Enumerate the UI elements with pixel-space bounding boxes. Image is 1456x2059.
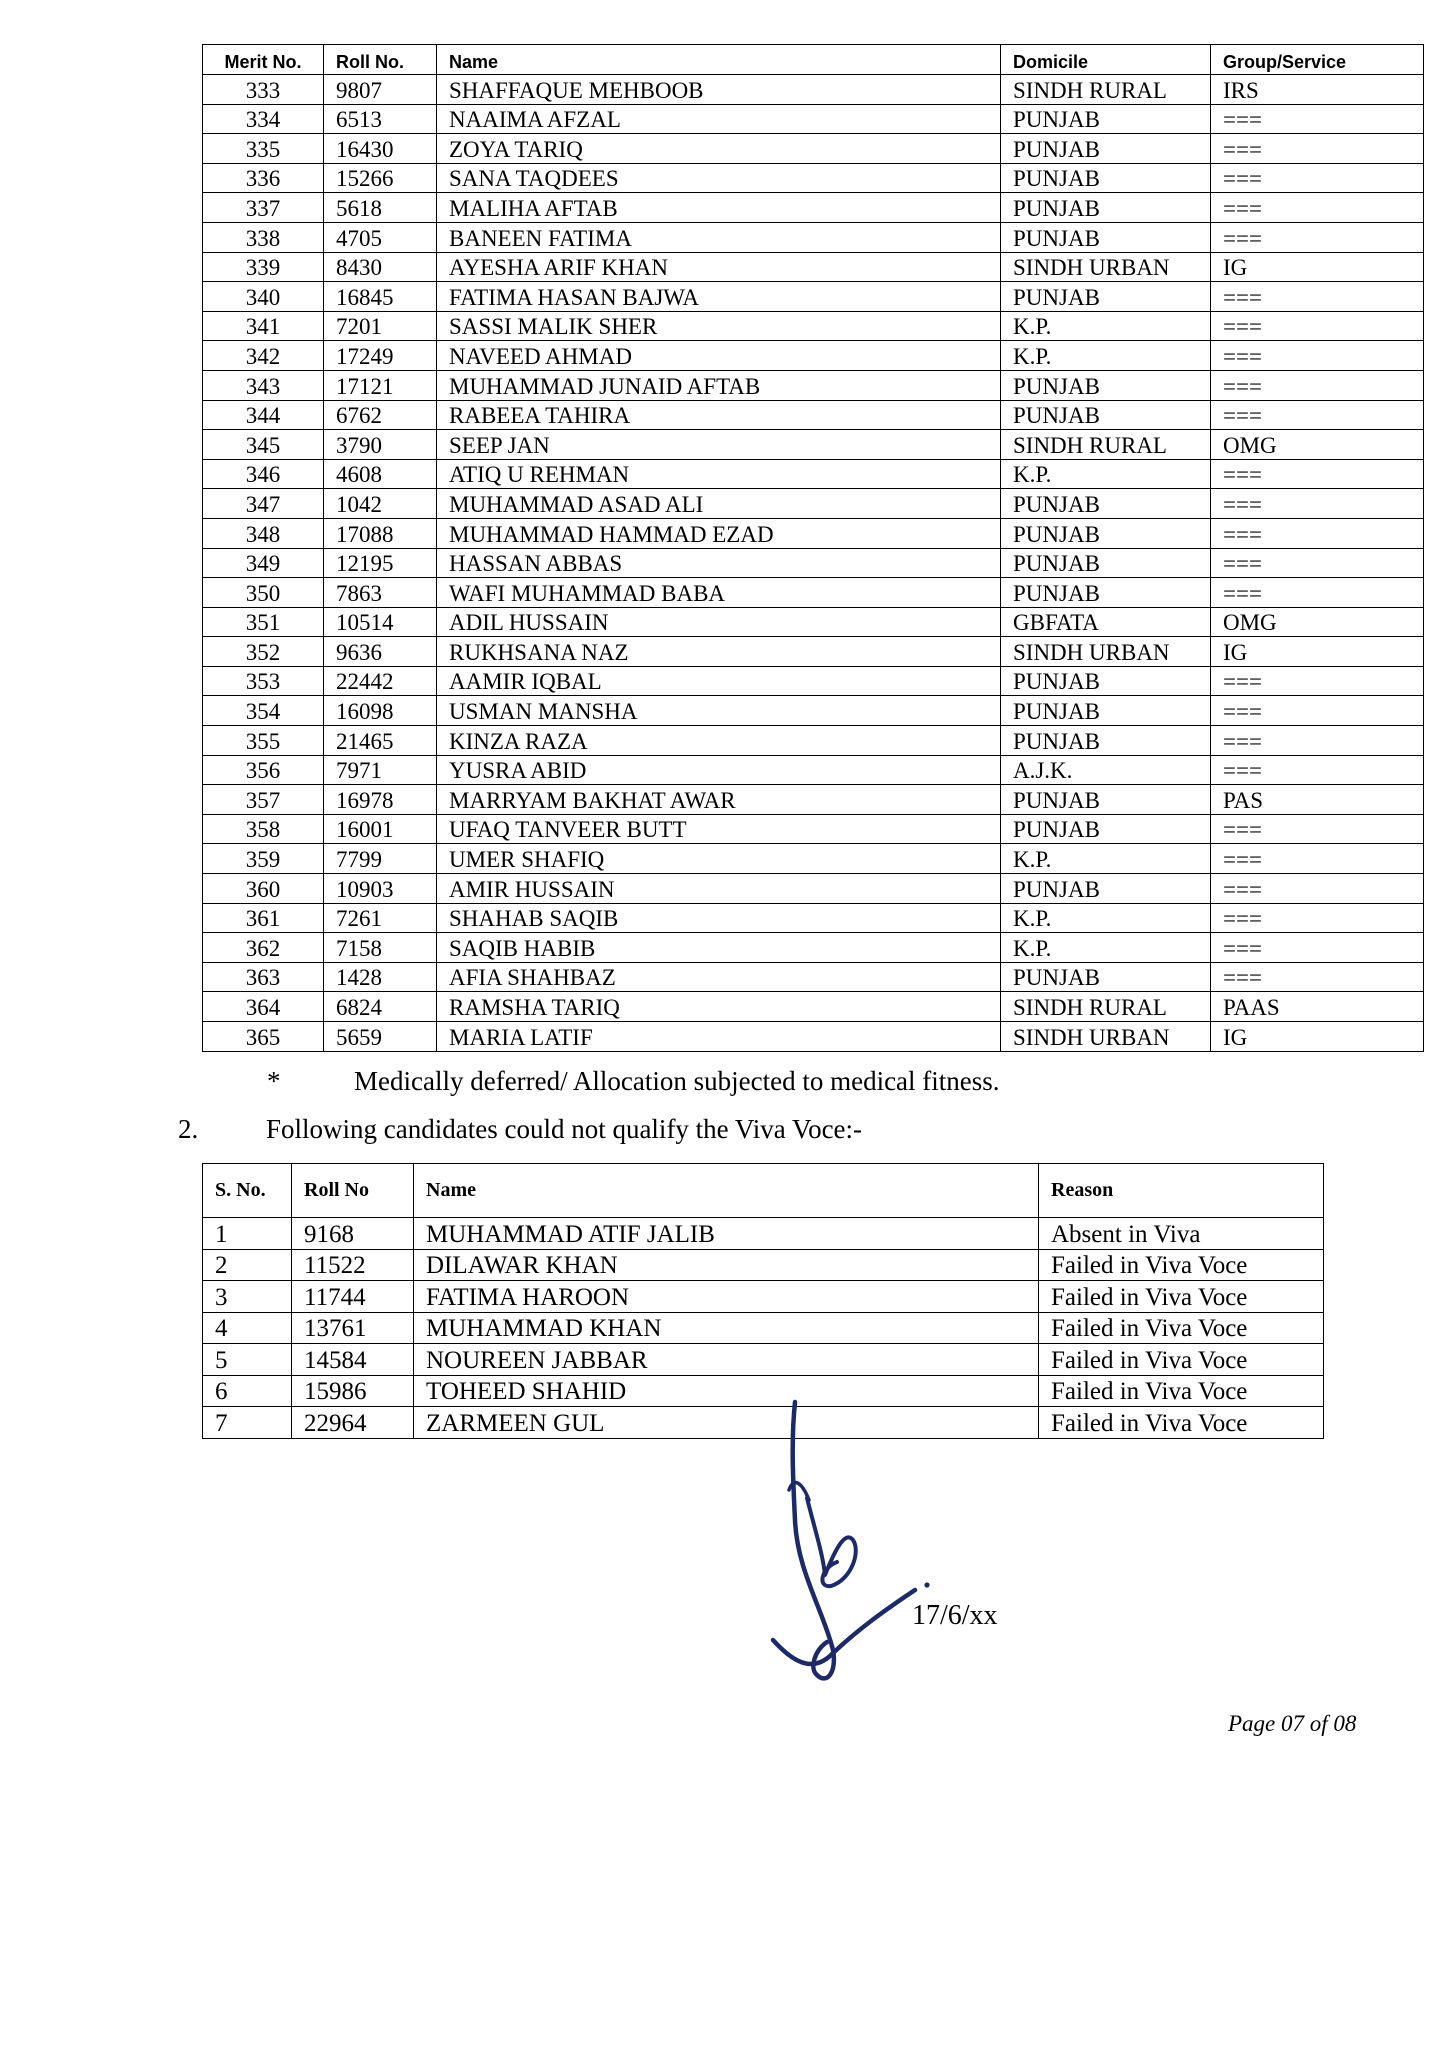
table-row [203,814,1424,844]
cell-group-service: === [1211,489,1424,519]
table-row [203,75,1424,105]
cell-name: UMER SHAFIQ [437,844,1001,874]
cell-merit-no: 349 [203,548,324,578]
cell-merit-no: 347 [203,489,324,519]
cell-group-service: === [1211,282,1424,312]
cell-domicile: PUNJAB [1001,163,1211,193]
table-row [203,637,1424,667]
cell-roll-no: 9636 [324,637,437,667]
cell-roll-no: 17088 [324,518,437,548]
cell-merit-no: 365 [203,1022,324,1052]
cell-group-service: === [1211,726,1424,756]
cell-merit-no: 333 [203,75,324,105]
cell-roll-no: 7863 [324,578,437,608]
cell-domicile: K.P. [1001,844,1211,874]
cell-roll-no: 1042 [324,489,437,519]
cell-name: SHAFFAQUE MEHBOOB [437,75,1001,105]
cell-group-service: === [1211,814,1424,844]
signature-dot [924,1582,929,1587]
table-row [203,1281,1324,1313]
cell-group-service: === [1211,755,1424,785]
table-row [203,222,1424,252]
table-row [203,903,1424,933]
header-s-no: S. No. [203,1164,292,1218]
table-row [203,1407,1324,1439]
table-row [203,992,1424,1022]
cell-merit-no: 364 [203,992,324,1022]
cell-domicile: PUNJAB [1001,696,1211,726]
cell-name: AYESHA ARIF KHAN [437,252,1001,282]
cell-domicile: PUNJAB [1001,666,1211,696]
cell-merit-no: 354 [203,696,324,726]
cell-roll-no: 17121 [324,370,437,400]
cell-name: RUKHSANA NAZ [437,637,1001,667]
cell-roll-no: 10903 [324,874,437,904]
cell-merit-no: 363 [203,962,324,992]
cell-roll-no: 10514 [324,607,437,637]
table-row [203,933,1424,963]
table-row [203,1312,1324,1344]
cell-roll-no: 22964 [292,1407,414,1439]
table-row [203,962,1424,992]
cell-merit-no: 359 [203,844,324,874]
cell-roll-no: 4705 [324,222,437,252]
cell-domicile: SINDH URBAN [1001,252,1211,282]
cell-domicile: PUNJAB [1001,518,1211,548]
cell-merit-no: 358 [203,814,324,844]
table-row [203,666,1424,696]
table-row [203,578,1424,608]
table-row [203,607,1424,637]
cell-group-service: === [1211,163,1424,193]
header-reason: Reason [1039,1164,1324,1218]
cell-name: UFAQ TANVEER BUTT [437,814,1001,844]
cell-domicile: SINDH URBAN [1001,637,1211,667]
cell-roll-no: 16001 [324,814,437,844]
cell-roll-no: 11522 [292,1249,414,1281]
cell-group-service: IG [1211,1022,1424,1052]
header-name: Name [437,45,1001,75]
cell-s-no: 6 [203,1375,292,1407]
cell-group-service: OMG [1211,607,1424,637]
cell-name: AAMIR IQBAL [437,666,1001,696]
cell-merit-no: 339 [203,252,324,282]
cell-name: MARIA LATIF [437,1022,1001,1052]
table-row [203,1344,1324,1376]
signature-stroke-loop [807,1498,856,1586]
cell-domicile: K.P. [1001,341,1211,371]
cell-roll-no: 7201 [324,311,437,341]
cell-roll-no: 7261 [324,903,437,933]
cell-domicile: PUNJAB [1001,578,1211,608]
cell-group-service: === [1211,311,1424,341]
cell-domicile: SINDH RURAL [1001,430,1211,460]
cell-merit-no: 343 [203,370,324,400]
cell-domicile: PUNJAB [1001,282,1211,312]
table-row [203,489,1424,519]
cell-merit-no: 341 [203,311,324,341]
cell-merit-no: 336 [203,163,324,193]
table-row [203,1022,1424,1052]
cell-group-service: === [1211,222,1424,252]
cell-merit-no: 356 [203,755,324,785]
cell-roll-no: 7799 [324,844,437,874]
cell-group-service: OMG [1211,430,1424,460]
cell-merit-no: 338 [203,222,324,252]
table-row [203,193,1424,223]
cell-domicile: K.P. [1001,459,1211,489]
cell-domicile: PUNJAB [1001,814,1211,844]
table-row [203,134,1424,164]
table-row [203,755,1424,785]
cell-s-no: 2 [203,1249,292,1281]
cell-name: SEEP JAN [437,430,1001,460]
signature-stroke-sweep [773,1590,915,1664]
cell-reason: Absent in Viva [1039,1218,1324,1250]
cell-group-service: === [1211,548,1424,578]
page-number: Page 07 of 08 [1228,1711,1357,1736]
cell-reason: Failed in Viva Voce [1039,1375,1324,1407]
cell-name: NAAIMA AFZAL [437,104,1001,134]
cell-name: MUHAMMAD KHAN [414,1312,1039,1344]
header-roll-no: Roll No [292,1164,414,1218]
cell-group-service: === [1211,696,1424,726]
cell-group-service: === [1211,193,1424,223]
cell-roll-no: 1428 [324,962,437,992]
table-row [203,785,1424,815]
cell-name: HASSAN ABBAS [437,548,1001,578]
cell-group-service: PAAS [1211,992,1424,1022]
cell-group-service: IRS [1211,75,1424,105]
cell-group-service: === [1211,578,1424,608]
cell-roll-no: 15266 [324,163,437,193]
footnote-text: Medically deferred/ Allocation subjected to medical fitness. [354,1066,1000,1096]
cell-group-service: === [1211,962,1424,992]
cell-name: ZOYA TARIQ [437,134,1001,164]
cell-group-service: === [1211,134,1424,164]
cell-group-service: === [1211,459,1424,489]
cell-domicile: PUNJAB [1001,874,1211,904]
cell-s-no: 7 [203,1407,292,1439]
cell-roll-no: 9807 [324,75,437,105]
cell-merit-no: 348 [203,518,324,548]
cell-merit-no: 342 [203,341,324,371]
table-row [203,1218,1324,1250]
cell-roll-no: 13761 [292,1312,414,1344]
cell-roll-no: 21465 [324,726,437,756]
cell-roll-no: 8430 [324,252,437,282]
cell-domicile: K.P. [1001,933,1211,963]
table-row [203,1249,1324,1281]
cell-name: BANEEN FATIMA [437,222,1001,252]
cell-merit-no: 361 [203,903,324,933]
cell-domicile: PUNJAB [1001,400,1211,430]
cell-domicile: PUNJAB [1001,726,1211,756]
cell-merit-no: 350 [203,578,324,608]
cell-name: RABEEA TAHIRA [437,400,1001,430]
cell-s-no: 1 [203,1218,292,1250]
cell-group-service: === [1211,666,1424,696]
cell-merit-no: 345 [203,430,324,460]
cell-s-no: 5 [203,1344,292,1376]
section-heading: Following candidates could not qualify the Viva Voce:- [266,1114,863,1144]
cell-merit-no: 355 [203,726,324,756]
cell-group-service: === [1211,844,1424,874]
cell-group-service: === [1211,400,1424,430]
table-row [203,311,1424,341]
cell-roll-no: 4608 [324,459,437,489]
cell-roll-no: 5618 [324,193,437,223]
cell-s-no: 3 [203,1281,292,1313]
cell-roll-no: 5659 [324,1022,437,1052]
cell-group-service: === [1211,903,1424,933]
cell-group-service: === [1211,874,1424,904]
cell-roll-no: 7971 [324,755,437,785]
cell-group-service: === [1211,104,1424,134]
viva-table-header [203,1164,1324,1218]
signature-stroke-main [793,1402,834,1678]
cell-merit-no: 357 [203,785,324,815]
header-merit-no: Merit No. [203,45,324,75]
cell-name: SHAHAB SAQIB [437,903,1001,933]
cell-domicile: K.P. [1001,903,1211,933]
cell-group-service: === [1211,341,1424,371]
section-number: 2. [178,1114,199,1144]
cell-roll-no: 17249 [324,341,437,371]
cell-reason: Failed in Viva Voce [1039,1407,1324,1439]
cell-domicile: A.J.K. [1001,755,1211,785]
cell-merit-no: 353 [203,666,324,696]
cell-domicile: PUNJAB [1001,193,1211,223]
cell-domicile: PUNJAB [1001,104,1211,134]
cell-roll-no: 14584 [292,1344,414,1376]
cell-domicile: SINDH URBAN [1001,1022,1211,1052]
table-row [203,163,1424,193]
cell-merit-no: 346 [203,459,324,489]
cell-merit-no: 362 [203,933,324,963]
cell-merit-no: 352 [203,637,324,667]
cell-name: NOUREEN JABBAR [414,1344,1039,1376]
header-name: Name [414,1164,1039,1218]
cell-group-service: === [1211,518,1424,548]
cell-domicile: PUNJAB [1001,785,1211,815]
cell-name: TOHEED SHAHID [414,1375,1039,1407]
cell-domicile: GBFATA [1001,607,1211,637]
cell-group-service: IG [1211,252,1424,282]
cell-roll-no: 15986 [292,1375,414,1407]
cell-s-no: 4 [203,1312,292,1344]
table-row [203,1375,1324,1407]
table-row [203,844,1424,874]
cell-group-service: PAS [1211,785,1424,815]
cell-merit-no: 360 [203,874,324,904]
header-roll-no: Roll No. [324,45,437,75]
cell-roll-no: 16430 [324,134,437,164]
handwritten-signature [765,1380,945,1690]
cell-name: MUHAMMAD ATIF JALIB [414,1218,1039,1250]
footnote-marker: * [267,1066,281,1096]
cell-reason: Failed in Viva Voce [1039,1281,1324,1313]
cell-name: FATIMA HAROON [414,1281,1039,1313]
cell-merit-no: 337 [203,193,324,223]
header-domicile: Domicile [1001,45,1211,75]
table-row [203,430,1424,460]
cell-name: SANA TAQDEES [437,163,1001,193]
cell-domicile: PUNJAB [1001,489,1211,519]
merit-table-header [203,45,1424,75]
cell-roll-no: 6762 [324,400,437,430]
viva-failed-table [202,1163,1324,1439]
table-row [203,726,1424,756]
cell-roll-no: 22442 [324,666,437,696]
cell-name: AMIR HUSSAIN [437,874,1001,904]
cell-domicile: PUNJAB [1001,370,1211,400]
cell-domicile: PUNJAB [1001,134,1211,164]
table-row [203,370,1424,400]
table-row [203,696,1424,726]
cell-name: MARRYAM BAKHAT AWAR [437,785,1001,815]
cell-name: ATIQ U REHMAN [437,459,1001,489]
cell-name: FATIMA HASAN BAJWA [437,282,1001,312]
cell-name: SASSI MALIK SHER [437,311,1001,341]
cell-group-service: === [1211,370,1424,400]
cell-roll-no: 16845 [324,282,437,312]
table-row [203,252,1424,282]
cell-name: WAFI MUHAMMAD BABA [437,578,1001,608]
cell-roll-no: 7158 [324,933,437,963]
cell-name: ZARMEEN GUL [414,1407,1039,1439]
cell-domicile: PUNJAB [1001,222,1211,252]
cell-reason: Failed in Viva Voce [1039,1249,1324,1281]
cell-merit-no: 344 [203,400,324,430]
table-row [203,459,1424,489]
cell-name: NAVEED AHMAD [437,341,1001,371]
cell-merit-no: 340 [203,282,324,312]
cell-name: DILAWAR KHAN [414,1249,1039,1281]
cell-name: YUSRA ABID [437,755,1001,785]
cell-roll-no: 16978 [324,785,437,815]
merit-list-table [202,44,1424,1052]
cell-group-service: === [1211,933,1424,963]
cell-reason: Failed in Viva Voce [1039,1344,1324,1376]
cell-domicile: SINDH RURAL [1001,75,1211,105]
header-group-service: Group/Service [1211,45,1424,75]
cell-merit-no: 351 [203,607,324,637]
cell-name: SAQIB HABIB [437,933,1001,963]
signature-date: 17/6/xx [912,1600,998,1631]
cell-merit-no: 334 [203,104,324,134]
cell-roll-no: 6824 [324,992,437,1022]
cell-merit-no: 335 [203,134,324,164]
cell-name: MUHAMMAD ASAD ALI [437,489,1001,519]
cell-group-service: IG [1211,637,1424,667]
cell-domicile: K.P. [1001,311,1211,341]
cell-domicile: SINDH RURAL [1001,992,1211,1022]
table-row [203,548,1424,578]
table-row [203,400,1424,430]
cell-domicile: PUNJAB [1001,548,1211,578]
cell-name: USMAN MANSHA [437,696,1001,726]
cell-name: AFIA SHAHBAZ [437,962,1001,992]
table-row [203,518,1424,548]
table-row [203,104,1424,134]
cell-name: MUHAMMAD JUNAID AFTAB [437,370,1001,400]
cell-roll-no: 16098 [324,696,437,726]
cell-roll-no: 11744 [292,1281,414,1313]
table-row [203,282,1424,312]
cell-roll-no: 6513 [324,104,437,134]
cell-name: MALIHA AFTAB [437,193,1001,223]
cell-name: ADIL HUSSAIN [437,607,1001,637]
table-row [203,341,1424,371]
cell-domicile: PUNJAB [1001,962,1211,992]
cell-name: RAMSHA TARIQ [437,992,1001,1022]
table-row [203,874,1424,904]
cell-roll-no: 3790 [324,430,437,460]
cell-name: MUHAMMAD HAMMAD EZAD [437,518,1001,548]
cell-reason: Failed in Viva Voce [1039,1312,1324,1344]
cell-roll-no: 12195 [324,548,437,578]
cell-name: KINZA RAZA [437,726,1001,756]
cell-roll-no: 9168 [292,1218,414,1250]
